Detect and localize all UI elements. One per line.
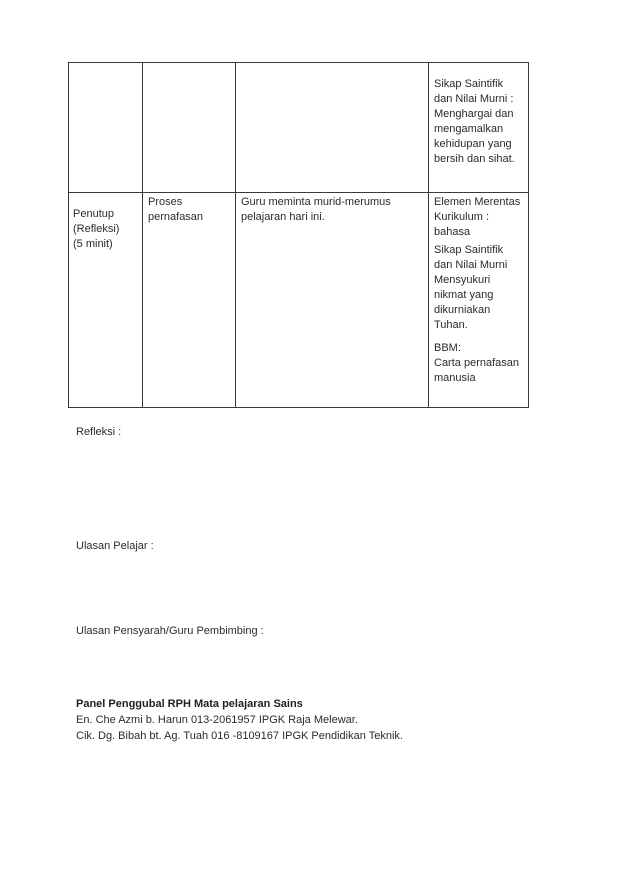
- cell-line: kehidupan yang: [434, 138, 512, 150]
- lesson-plan-table: [68, 62, 529, 408]
- cell-line: mengamalkan: [434, 123, 504, 135]
- refleksi-label: Refleksi :: [76, 426, 122, 438]
- panel-title: Panel Penggubal RPH Mata pelajaran Sains: [76, 698, 303, 710]
- cell-line: Carta pernafasan: [434, 357, 519, 369]
- ulasan-pensyarah-label: Ulasan Pensyarah/Guru Pembimbing :: [76, 625, 264, 637]
- sikap-saintifik-cell-text: [429, 63, 528, 167]
- cell-line: Penutup: [73, 208, 114, 220]
- cell-line: Mensyukuri: [434, 274, 491, 286]
- cell-line: Sikap Saintifik: [434, 78, 504, 90]
- ulasan-pelajar-label: Ulasan Pelajar :: [76, 540, 154, 552]
- table-cell: [429, 63, 529, 193]
- cell-line: bahasa: [434, 226, 471, 238]
- table-cell: [143, 193, 236, 408]
- cell-line: bersih dan sihat.: [434, 153, 515, 165]
- panel-member-2: Cik. Dg. Bibah bt. Ag. Tuah 016 -8109167 IPGK Pendidikan Teknik.: [76, 730, 403, 742]
- cell-line: Menghargai dan: [434, 108, 514, 120]
- table-row: [69, 193, 529, 408]
- cell-line: Sikap Saintifik: [434, 244, 504, 256]
- cell-line: Guru meminta murid-merumus: [241, 196, 391, 208]
- panel-credits: [76, 696, 403, 744]
- cell-line: dikurniakan: [434, 304, 491, 316]
- activity-cell-text: [236, 193, 428, 225]
- cell-line: nikmat yang: [434, 289, 494, 301]
- cell-line: Tuhan.: [434, 319, 468, 331]
- table-cell: [69, 193, 143, 408]
- cell-line: Kurikulum :: [434, 211, 490, 223]
- cell-line: BBM:: [434, 342, 461, 354]
- phase-cell-text: [69, 193, 142, 252]
- cell-line: (5 minit): [73, 238, 113, 250]
- table-cell: [143, 63, 236, 193]
- table-cell: [69, 63, 143, 193]
- table-cell: [236, 193, 429, 408]
- cell-line: dan Nilai Murni :: [434, 93, 514, 105]
- table-row: [69, 63, 529, 193]
- cell-line: Elemen Merentas: [434, 196, 521, 208]
- cell-line: (Refleksi): [73, 223, 120, 235]
- cell-line: dan Nilai Murni: [434, 259, 508, 271]
- table-cell: [236, 63, 429, 193]
- cell-line: pelajaran hari ini.: [241, 211, 325, 223]
- cell-line: pernafasan: [148, 211, 204, 223]
- panel-member-1: En. Che Azmi b. Harun 013-2061957 IPGK Raja Melewar.: [76, 714, 358, 726]
- notes-cell-text: [429, 193, 528, 386]
- cell-line: Proses: [148, 196, 183, 208]
- table-cell: [429, 193, 529, 408]
- content-cell-text: [143, 193, 235, 225]
- cell-line: manusia: [434, 372, 476, 384]
